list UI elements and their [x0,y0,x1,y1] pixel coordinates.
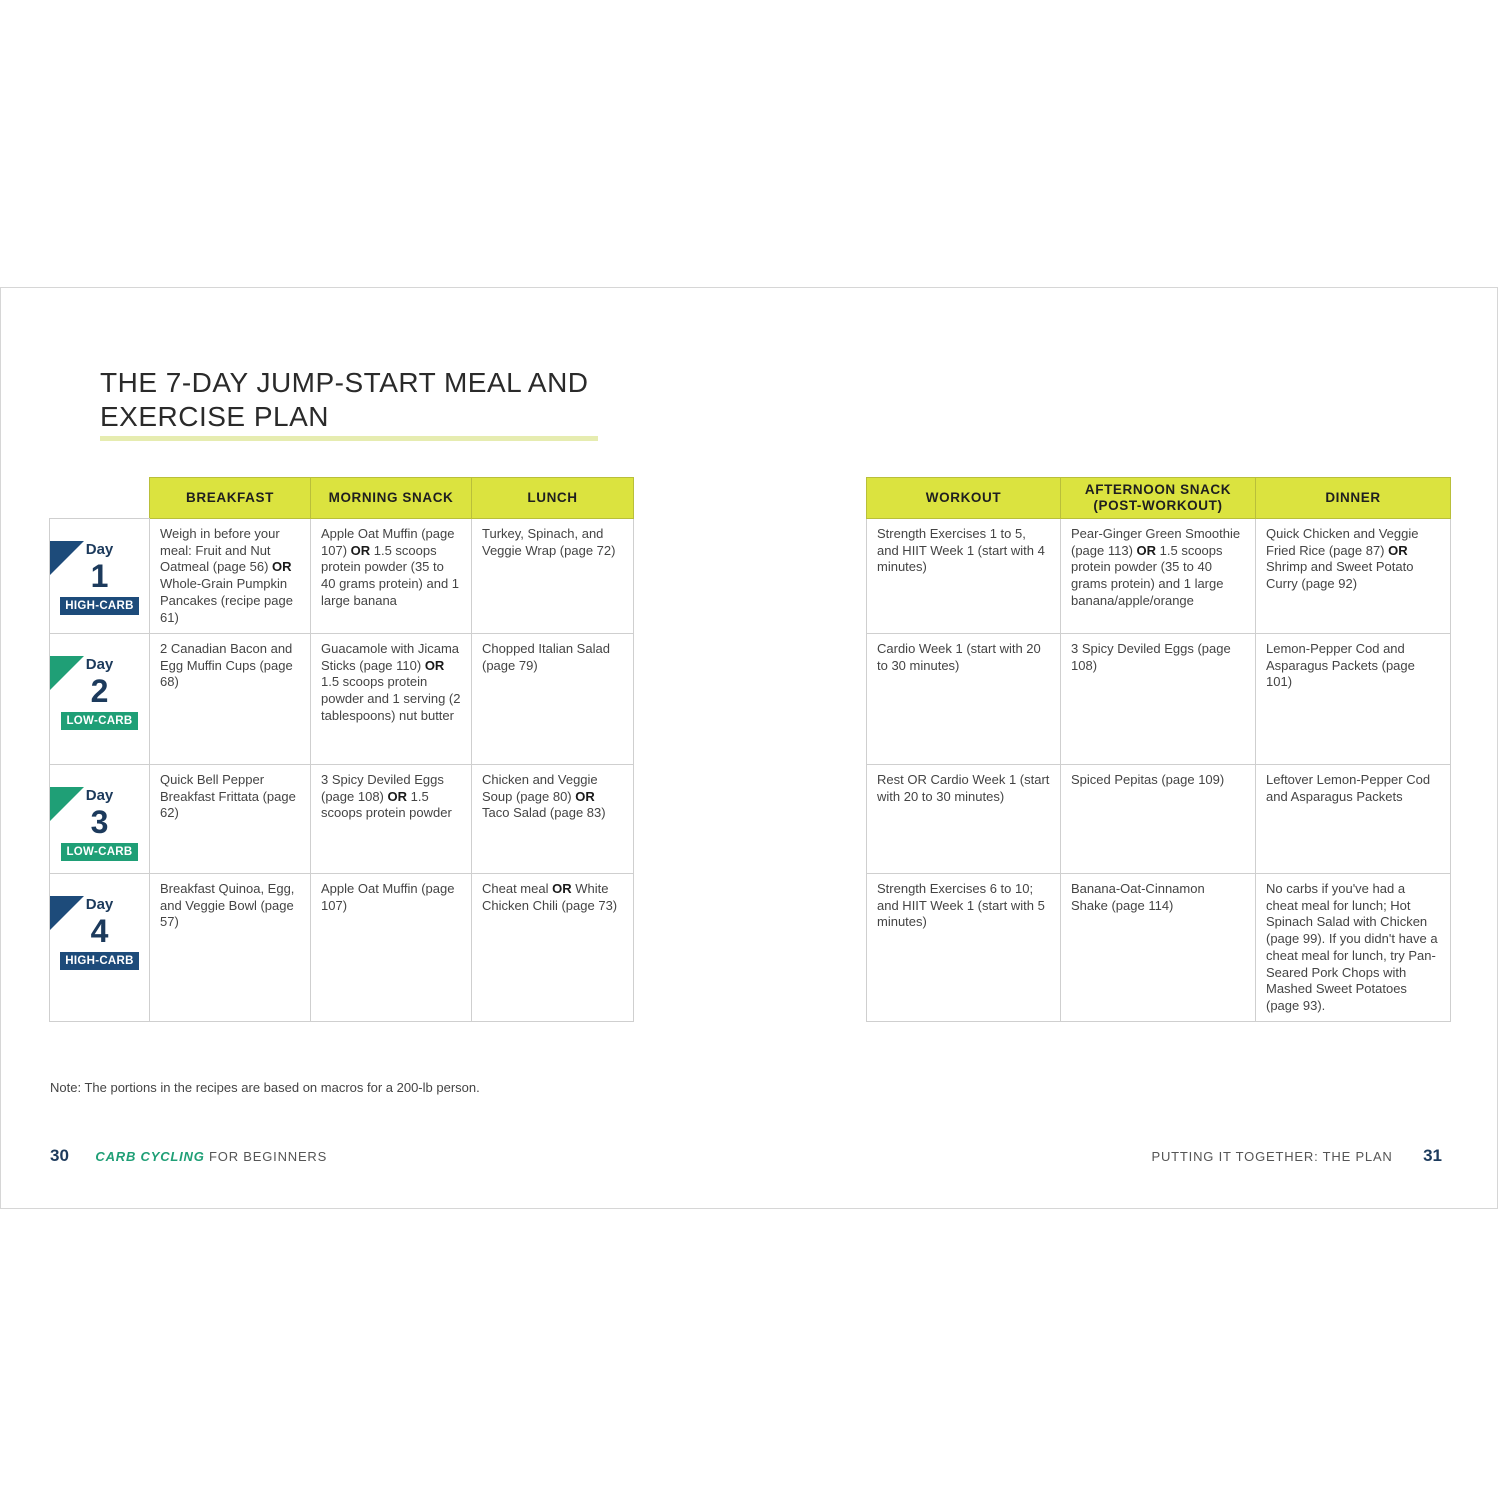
header-corner [50,478,150,519]
meal-plan-table-right [866,477,1451,1022]
footer-right [1152,1146,1442,1166]
carb-badge: LOW-CARB [61,712,137,730]
header-row [50,478,634,519]
cell-text: Leftover Lemon-Pepper Cod and Asparagus Packets [1266,772,1431,804]
or-keyword: OR [387,788,407,804]
lunch-cell [472,519,634,634]
day-label [50,656,149,730]
day-label [50,896,149,970]
carb-badge: HIGH-CARB [60,952,139,970]
title-underline [100,436,598,441]
day-label-cell [50,519,150,634]
dinner-cell [1256,634,1451,765]
afternoon-snack-cell [1061,519,1256,634]
corner-triangle-icon [50,656,84,690]
cell-text: Breakfast Quinoa, Egg, and Veggie Bowl (page 57) [160,881,295,930]
cell-text: Cheat meal [482,881,553,896]
table-row [867,874,1451,1022]
day-word: Day [85,896,114,913]
book-title-emphasis: CARB CYCLING [95,1149,205,1164]
or-keyword: OR [350,542,371,558]
cell-text: 1.5 scoops protein powder (35 to 40 grams protein) and 1 large banana/apple/orange [1071,542,1224,608]
cell-text: Strength Exercises 1 to 5, and HIIT Week 1 (start with 4 minutes) [877,526,1045,575]
afternoon-snack-cell [1061,765,1256,874]
page-number-left: 30 [50,1146,69,1165]
page-number-right: 31 [1423,1146,1442,1165]
cell-text: Pear-Ginger Green Smoothie (page 113) [1071,526,1241,558]
or-keyword: OR [272,559,292,575]
lunch-cell [472,874,634,1022]
or-keyword: OR [575,788,595,804]
page-title-line-1: THE 7-DAY JUMP-START MEAL AND [100,367,589,398]
corner-triangle-icon [50,541,84,575]
page-title-line-2: EXERCISE PLAN [100,401,330,432]
dinner-cell [1256,874,1451,1022]
header-afternoon-snack: AFTERNOON SNACK (POST-WORKOUT) [1061,478,1256,519]
dinner-cell [1256,519,1451,634]
meal-plan-table-left [49,477,634,1022]
cell-text: 1.5 scoops protein powder (35 to 40 grams protein) and 1 large banana [321,542,460,608]
cell-text: White Chicken Chili (page 73) [482,881,618,913]
morning-snack-cell [311,874,472,1022]
table-row [50,874,634,1022]
breakfast-cell [150,874,311,1022]
day-label-cell [50,634,150,765]
header-morning-snack: MORNING SNACK [311,478,472,519]
cell-text: Whole-Grain Pumpkin Pancakes (recipe page 61) [160,576,293,625]
carb-badge: HIGH-CARB [60,597,139,615]
header-dinner: DINNER [1256,478,1451,519]
header-lunch: LUNCH [472,478,634,519]
lunch-cell [472,765,634,874]
dinner-cell [1256,765,1451,874]
table-row [50,519,634,634]
header-workout: WORKOUT [867,478,1061,519]
lunch-cell [472,634,634,765]
or-keyword: OR [1136,542,1157,558]
day-number: 3 [90,804,109,840]
cell-text: 3 Spicy Deviled Eggs (page 108) [321,772,444,804]
day-label [50,541,149,615]
cell-text: Apple Oat Muffin (page 107) [321,881,455,913]
workout-cell [867,874,1061,1022]
page-title [100,366,589,434]
cell-text: Shrimp and Sweet Potato Curry (page 92) [1266,559,1414,592]
corner-triangle-icon [50,896,84,930]
workout-cell [867,519,1061,634]
day-word: Day [85,656,114,673]
cell-text: Cardio Week 1 (start with 20 to 30 minutes) [877,641,1041,673]
header-breakfast: BREAKFAST [150,478,311,519]
cell-text: Chicken and Veggie Soup (page 80) [482,772,598,804]
cell-text: Guacamole with Jicama Sticks (page 110) [321,641,459,673]
table-row [50,634,634,765]
breakfast-cell [150,634,311,765]
day-word: Day [85,541,114,558]
cell-text: 1.5 scoops protein powder [321,788,452,821]
day-word: Day [85,787,114,804]
afternoon-snack-cell [1061,634,1256,765]
cell-text: Turkey, Spinach, and Veggie Wrap (page 72) [482,526,616,558]
morning-snack-cell [311,765,472,874]
cell-text: Spiced Pepitas (page 109) [1071,772,1225,787]
workout-cell [867,634,1061,765]
day-label-cell [50,874,150,1022]
cell-text: Apple Oat Muffin (page 107) [321,526,455,558]
cell-text: Weigh in before your meal: Fruit and Nut Oatmeal (page 56) [160,526,280,575]
afternoon-snack-cell [1061,874,1256,1022]
cell-text: Lemon-Pepper Cod and Asparagus Packets (page 101) [1266,641,1415,690]
carb-badge: LOW-CARB [61,843,137,861]
or-keyword: OR [1388,542,1408,558]
cell-text: Banana-Oat-Cinnamon Shake (page 114) [1071,881,1205,913]
cell-text: 2 Canadian Bacon and Egg Muffin Cups (page 68) [160,641,293,690]
book-title-rest: FOR BEGINNERS [204,1149,328,1164]
portion-note: Note: The portions in the recipes are based on macros for a 200-lb person. [50,1080,480,1095]
cell-text: Chopped Italian Salad (page 79) [482,641,610,673]
or-keyword: OR [424,657,445,673]
cell-text: Quick Chicken and Veggie Fried Rice (page 87) [1266,526,1419,558]
cell-text: Quick Bell Pepper Breakfast Frittata (page 62) [160,772,296,821]
table-row [867,634,1451,765]
or-keyword: OR [552,881,572,896]
workout-cell [867,765,1061,874]
table-row [867,519,1451,634]
day-number: 2 [90,673,109,709]
table-row [867,765,1451,874]
corner-triangle-icon [50,787,84,821]
chapter-title: PUTTING IT TOGETHER: THE PLAN [1151,1149,1393,1164]
day-number: 4 [90,913,109,949]
breakfast-cell [150,765,311,874]
cell-text: No carbs if you've had a cheat meal for lunch; Hot Spinach Salad with Chicken (page 99). If you didn't have a cheat meal for lunch, try Pan-Seared Pork Chops with Mashed Sweet Potatoes (page 93). [1266,881,1438,1013]
cell-text: 1.5 scoops protein powder and 1 serving (2 tablespoons) nut butter [321,674,461,723]
cell-text: 3 Spicy Deviled Eggs (page 108) [1071,641,1231,673]
morning-snack-cell [311,519,472,634]
morning-snack-cell [311,634,472,765]
footer-left [50,1146,327,1166]
day-label-cell [50,765,150,874]
cell-text: Strength Exercises 6 to 10; and HIIT Week 1 (start with 5 minutes) [877,881,1045,930]
cell-text: Taco Salad (page 83) [482,805,606,821]
table-row [50,765,634,874]
header-row [867,478,1451,519]
day-label [50,787,149,861]
day-number: 1 [90,558,109,594]
breakfast-cell [150,519,311,634]
cell-text: Rest OR Cardio Week 1 (start with 20 to 30 minutes) [877,772,1050,804]
